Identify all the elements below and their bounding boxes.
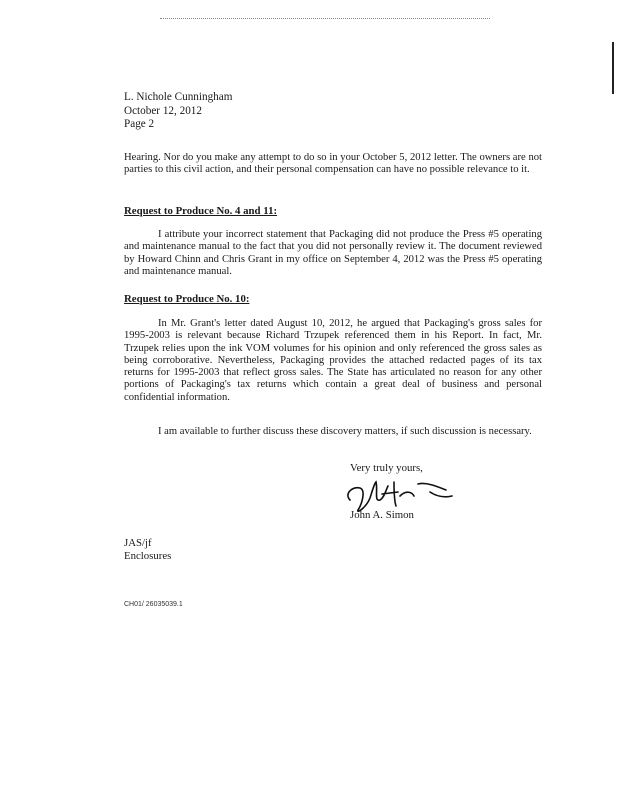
paragraph-availability: I am available to further discuss these discovery matters, if such discussion is necessary.: [158, 426, 532, 437]
letter-date: October 12, 2012: [124, 104, 202, 117]
scan-edge-mark: [612, 42, 614, 94]
heading-request-10: Request to Produce No. 10:: [124, 293, 250, 305]
paragraph-press-manual: I attribute your incorrect statement that Packaging did not produce the Press #5 operating and maintenance manual to the fact that you did not personally review it. The document reviewed by Howard Chinn and Chris Grant in my office on September 4, 2012 was the Press #5 operating and maintenance manual.: [124, 229, 542, 277]
paragraph-hearing: Hearing. Nor do you make any attempt to do so in your October 5, 2012 letter. The owners are not parties to this civil action, and their personal compensation can have no possible relevance to it.: [124, 152, 542, 176]
heading-request-4-11: Request to Produce No. 4 and 11:: [124, 205, 278, 217]
typist-initials: JAS/jf: [124, 537, 152, 549]
paragraph-gross-sales: In Mr. Grant's letter dated August 10, 2012, he argued that Packaging's gross sales for 1995-2003 is relevant because Richard Trzupek referenced them in his Report. In fact, Mr. Trzupek relies upon the ink VOM volumes for his opinion and only referenced the gross sales as being corroborative. Nevertheless, Packaging provides the attached redacted pages of its tax returns for 1995-2003 that reflect gross sales. The State has articulated no reason for any other portions of Packaging's tax returns which contain a great deal of business and personal confidential information.: [124, 318, 542, 403]
signer-name: John A. Simon: [350, 509, 414, 521]
footer-block: [124, 537, 171, 563]
enclosures-note: Enclosures: [124, 550, 172, 562]
document-id: CH01/ 26035039.1: [124, 601, 183, 608]
valediction: Very truly yours,: [350, 462, 423, 474]
scan-top-line: [160, 18, 490, 19]
recipient-name: L. Nichole Cunningham: [124, 91, 233, 103]
page-number: Page 2: [124, 118, 155, 130]
letter-header: [124, 91, 232, 132]
